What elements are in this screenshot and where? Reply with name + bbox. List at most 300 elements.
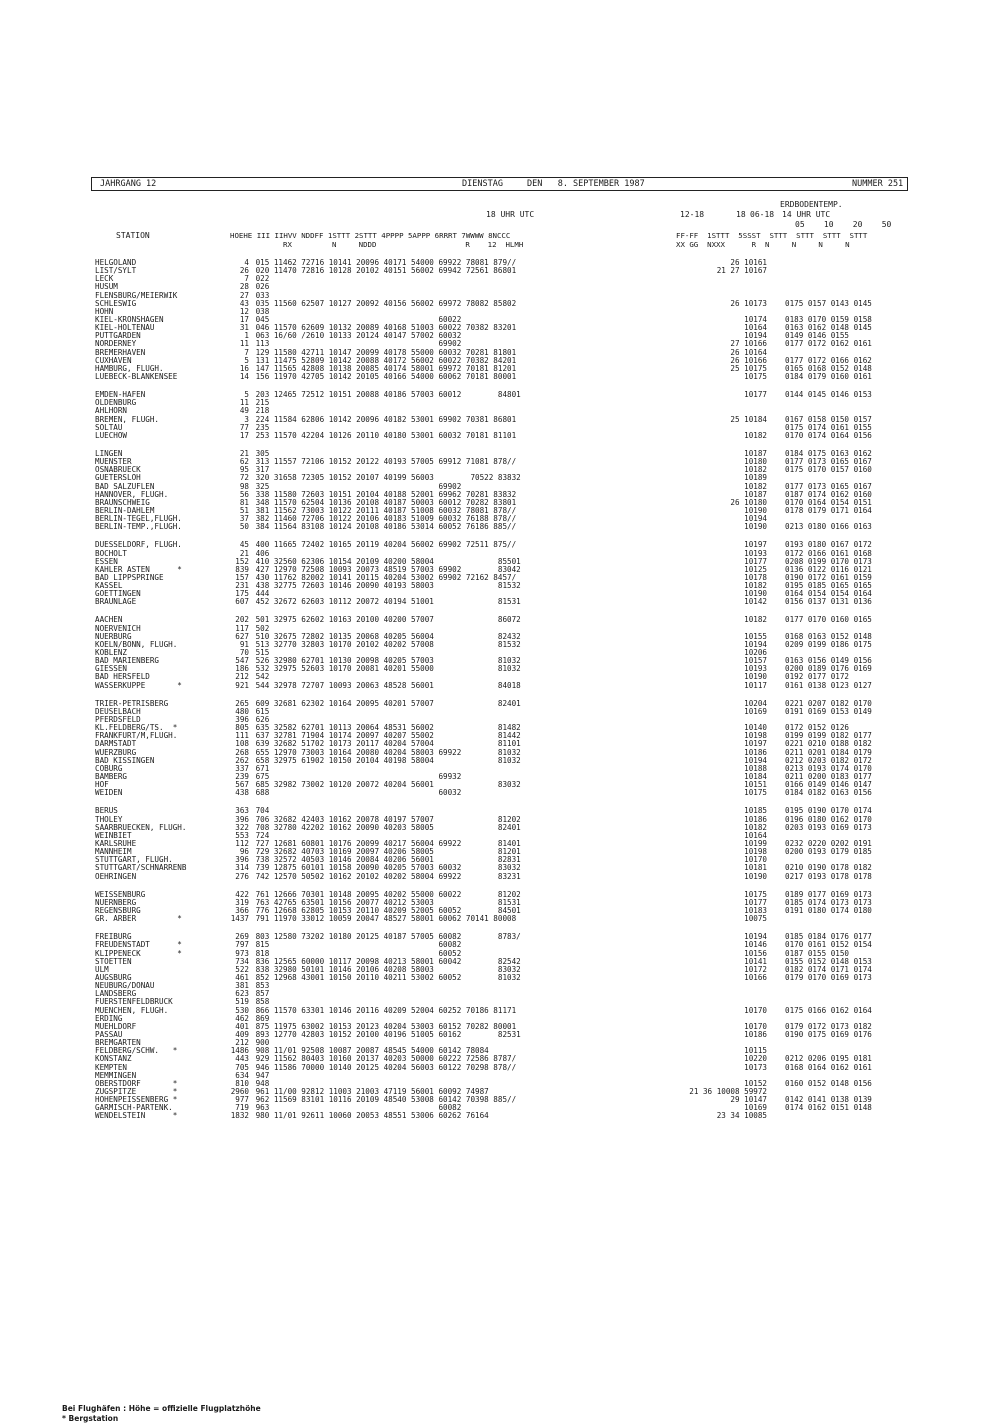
station-row: NOERVENICH 117 502 (95, 623, 270, 633)
station-name: WEIDEN (95, 788, 123, 798)
soil-temps: 0212 0206 0195 0181 (785, 1054, 872, 1064)
soil-temps: 0175 0166 0162 0164 (785, 1005, 872, 1015)
station-row: COBURG 337 671 10188 0213 0193 0174 0170 (95, 763, 872, 773)
station-name: BOCHOLT (95, 548, 128, 558)
station-name: CUXHAVEN (95, 355, 132, 365)
station-row: FLENSBURG/MEIERWIK 27 033 (95, 290, 270, 300)
station-name: ZUGSPITZE * (95, 1086, 178, 1096)
extremes: 10184 (744, 772, 767, 782)
soil-temps: 0200 0189 0176 0169 (785, 664, 872, 674)
station-row: ERDING 462 869 (95, 1013, 270, 1023)
station-name: WASSERKUPPE * (95, 680, 182, 690)
extremes: 10185 (744, 806, 767, 816)
soil-depth-heading: 05 10 20 50 (795, 220, 892, 229)
soil-temps: 0185 0184 0176 0177 (785, 932, 872, 942)
station-name: FELDBERG/SCHW. * (95, 1046, 178, 1056)
soil-temps: 0175 0170 0157 0160 (785, 465, 872, 475)
station-row: DEUSELBACH 480 615 10169 0191 0169 0153 0149 (95, 706, 872, 716)
station-row: KEMPTEN 705 946 11586 70000 10140 20125 40204 56003 60122 70298 878// 10173 0168 0164 0162 0161 (95, 1062, 872, 1072)
station-name: ESSEN (95, 556, 118, 566)
station-name: GR. ARBER * (95, 914, 182, 924)
station-name: KOELN/BONN, FLUGH. (95, 639, 178, 649)
station-name: BRAUNSCHWEIG (95, 497, 150, 507)
station-name: SOLTAU (95, 422, 123, 432)
station-row: NUERNBERG 319 763 42765 63501 10156 20077 40212 53003 81531 10177 0185 0174 0173 0173 (95, 897, 872, 907)
extremes: 10182 (744, 822, 767, 832)
soil-temps: 0168 0163 0152 0148 (785, 631, 872, 641)
station-name: OLDENBURG (95, 398, 137, 408)
soil-temps: 0195 0185 0165 0165 (785, 581, 872, 591)
station-row: PFERDSFELD 396 626 (95, 715, 270, 725)
station-row: AHLHORN 49 218 (95, 406, 270, 416)
soil-temps: 0190 0175 0169 0176 (785, 1029, 872, 1039)
soil-temps: 0213 0193 0174 0170 (785, 763, 872, 773)
range-0618-heading: 06-18 (750, 210, 775, 219)
station-name: LUECHOW (95, 430, 128, 440)
station-row: LINGEN 21 305 10187 0184 0175 0163 0162 (95, 448, 872, 458)
soil-temps: 0212 0203 0182 0172 (785, 755, 872, 765)
extremes: 10172 (744, 964, 767, 974)
soil-temps: 0183 0170 0159 0158 (785, 314, 872, 324)
extremes: 26 10161 (730, 258, 767, 267)
station-row: KOELN/BONN, FLUGH. 91 513 32770 32803 10170 20102 40202 57008 81532 10194 0209 0199 0186 0175 (95, 639, 872, 649)
extremes: 10204 (744, 698, 767, 708)
station-name: PFERDSFELD (95, 715, 141, 725)
station-name: OSNABRUECK (95, 465, 141, 475)
station-row: BAD MARIENBERG 547 526 32980 62701 10130 20098 40205 57003 81032 10157 0163 0156 0149 0156 (95, 656, 872, 666)
station-row: PUTTGARDEN 1 063 16/60 /2610 10133 20124 40147 57002 60032 10194 0149 0146 0155 (95, 331, 850, 341)
station-name: KEMPTEN (95, 1062, 128, 1072)
soil-temps: 0174 0162 0151 0148 (785, 1103, 872, 1113)
station-row: TRIER-PETRISBERG 265 609 32681 62302 10164 20095 40201 57007 82401 10204 0221 0207 0182 0170 (95, 698, 872, 708)
station-row: WEISSENBURG 422 761 12666 70301 10148 20095 40202 55000 60022 81202 10175 0189 0177 0169 0173 (95, 889, 872, 899)
station-name: NORDERNEY (95, 339, 137, 349)
station-name: KONSTANZ (95, 1054, 132, 1064)
station-name: FRANKFURT/M,FLUGH. (95, 731, 178, 741)
extremes: 10182 (744, 581, 767, 591)
station-row: KARLSRUHE 112 727 12681 60801 10176 20099 40217 56004 69922 81401 10199 0232 0220 0202 0191 (95, 839, 872, 848)
station-name: PUTTGARDEN (95, 331, 141, 341)
extremes: 10193 (744, 548, 767, 558)
soil-temps: 0177 0173 0165 0167 (785, 457, 872, 467)
extremes: 10173 (744, 1062, 767, 1072)
station-row: MUENCHEN, FLUGH. 530 866 11570 63301 10146 20116 40209 52004 60252 70186 81171 10170 0175 0166 0162 0164 (95, 1005, 872, 1015)
soil-temps: 0149 0146 0155 (785, 331, 850, 341)
soil-temps: 0178 0179 0171 0164 (785, 505, 872, 515)
extremes: 10115 (744, 1046, 767, 1056)
station-name: GUETERSLOH (95, 473, 141, 483)
extremes: 10177 (744, 897, 767, 907)
station-row: BREMERHAVEN 7 129 11580 42711 10147 20099 40178 55000 60032 70281 81801 26 10164 (95, 347, 767, 357)
extremes: 10198 (744, 731, 767, 741)
station-name: BERUS (95, 806, 118, 816)
footnote-mountain: * Bergstation (62, 1414, 119, 1423)
station-row: FRANKFURT/M,FLUGH. 111 637 32781 71904 10174 20097 40207 55002 81442 10198 0199 0199 0182 0177 (95, 731, 872, 741)
station-row: MEMMINGEN 634 947 (95, 1070, 270, 1080)
station-name: THOLEY (95, 814, 123, 824)
station-name: PASSAU (95, 1029, 123, 1039)
station-name: OBERSTDORF * (95, 1078, 178, 1088)
soil-temps: 0208 0199 0170 0173 (785, 556, 872, 566)
station-name: HUSUM (95, 282, 118, 292)
soil-temps: 0160 0152 0148 0156 (785, 1078, 872, 1088)
station-name: KAHLER ASTEN * (95, 564, 182, 574)
station-row: BAD SALZUFLEN 98 325 69902 10182 0177 0173 0165 0167 (95, 481, 872, 491)
soil-temps: 0175 0174 0161 0155 (785, 422, 872, 432)
station-name: BREMGARTEN (95, 1038, 141, 1048)
station-name: TRIER-PETRISBERG (95, 698, 169, 708)
report-header-bar (91, 177, 908, 191)
extremes: 10193 (744, 664, 767, 674)
extremes: 10199 (744, 839, 767, 848)
extremes: 10175 (744, 889, 767, 899)
station-name: REGENSBURG (95, 905, 141, 915)
station-row: REGENSBURG 366 776 12668 62805 10153 20110 40209 52005 60052 84501 10183 0191 0180 0174 0180 (95, 905, 872, 915)
station-name: NUERNBERG (95, 897, 137, 907)
station-name: SAARBRUECKEN, FLUGH. (95, 822, 187, 832)
station-row: LANDSBERG 623 857 (95, 989, 270, 999)
extremes: 26 10166 (730, 355, 767, 365)
station-row: BRAUNLAGE 607 452 32672 62603 10112 20072 40194 51001 81531 10142 0156 0137 0131 0136 (95, 597, 872, 607)
station-name: STUTTGART, FLUGH. (95, 855, 173, 865)
extremes: 10142 (744, 597, 767, 607)
extremes: 10186 (744, 1029, 767, 1039)
station-row: HOHN 12 038 (95, 306, 270, 316)
extremes: 10182 (744, 481, 767, 491)
station-name: NOERVENICH (95, 623, 141, 633)
extremes: 10187 (744, 448, 767, 458)
extremes: 10164 (744, 323, 767, 333)
station-row: THOLEY 396 706 32682 42403 10162 20078 40197 57007 81202 10186 0196 0180 0162 0170 (95, 814, 872, 824)
station-row: WEIDEN 438 688 60032 10175 0184 0182 0163 0156 (95, 788, 872, 798)
station-name: WEISSENBURG (95, 889, 146, 899)
station-row: KAHLER ASTEN * 839 427 12970 72508 10093 20073 48519 57003 69902 83042 10125 0136 0122 0116 0121 (95, 564, 872, 574)
station-name: KOBLENZ (95, 648, 128, 658)
station-row: MUENSTER 62 313 11557 72106 10152 20122 40193 57005 69912 71081 878// 10180 0177 0173 0165 0167 (95, 457, 872, 467)
station-name: FREUDENSTADT * (95, 940, 182, 950)
station-name: LINGEN (95, 448, 123, 458)
soil-temps: 0210 0190 0178 0182 (785, 863, 872, 873)
station-row: KONSTANZ 443 929 11562 80403 10160 20137 40203 50000 60222 72586 8787/ 10220 0212 0206 0195 0181 (95, 1054, 872, 1064)
obs-time-heading: 18 UHR UTC (486, 210, 535, 219)
station-row: ZUGSPITZE * 2960 961 11/00 92812 11003 21003 47119 56001 60092 74987 21 36 10008 59972 (95, 1086, 767, 1096)
soil-temps: 0167 0158 0150 0157 (785, 414, 872, 424)
station-row: MUEHLDORF 401 875 11975 63002 10153 20123 40204 53003 60152 70282 80001 10170 0179 0172 0173 0182 (95, 1021, 872, 1031)
extremes: 26 10173 (730, 298, 767, 308)
station-name: BERLIN-TEMP.,FLUGH. (95, 522, 182, 532)
extremes: 10190 (744, 589, 767, 599)
extremes: 10151 (744, 780, 767, 790)
station-row: BERLIN-DAHLEM 51 381 11562 73003 10122 20111 40187 51008 60032 78081 878// 10190 0178 0179 0171 0164 (95, 505, 872, 515)
station-name: AHLHORN (95, 406, 128, 416)
station-name: FUERSTENFELDBRUCK (95, 997, 173, 1007)
extremes: 10164 (744, 830, 767, 840)
soil-temps: 0184 0175 0163 0162 (785, 448, 872, 458)
extremes: 10188 (744, 763, 767, 773)
station-name: BAMBERG (95, 772, 128, 782)
extremes: 10140 (744, 723, 767, 733)
station-row: LECK 7 022 (95, 274, 270, 284)
station-name: LANDSBERG (95, 989, 137, 999)
station-row: GARMISCH-PARTENK. 719 963 60082 10169 0174 0162 0151 0148 (95, 1103, 872, 1113)
soil-temps: 0179 0172 0173 0182 (785, 1021, 872, 1031)
soil-temps: 0177 0170 0160 0165 (785, 615, 872, 625)
soil-temps: 0172 0152 0126 (785, 723, 850, 733)
station-row: MANNHEIM 96 729 32682 40703 10169 20097 40206 58005 81201 10198 0200 0193 0179 0185 (95, 847, 872, 857)
station-row: GUETERSLOH 72 320 31658 72305 10152 20107 40199 56003 70522 83832 10189 (95, 473, 767, 483)
extremes: 10177 (744, 390, 767, 400)
station-row: GOETTINGEN 175 444 10190 0164 0154 0154 0164 (95, 589, 872, 599)
station-row: KIEL-KRONSHAGEN 17 045 60022 10174 0183 0170 0159 0158 (95, 314, 872, 324)
soil-temps: 0166 0149 0146 0147 (785, 780, 872, 790)
extremes: 10157 (744, 656, 767, 666)
station-row: OEHRINGEN 276 742 12570 50502 10162 20102 40202 58004 69922 83231 10190 0217 0193 0178 0178 (95, 871, 872, 881)
soil-temps: 0164 0154 0154 0164 (785, 589, 872, 599)
issue-number: NUMMER 251 (852, 179, 904, 189)
soil-temps: 0199 0199 0182 0177 (785, 731, 872, 741)
extremes: 10194 (744, 514, 767, 524)
station-row: SCHLESWIG 43 035 11560 62507 10127 20092 40156 56002 69972 78082 85802 26 10173 0175 0157 0143 0145 (95, 298, 872, 308)
code-heading-3: FF-FF 1STTT 5SSST STTT STTT STTT STTT (676, 231, 868, 240)
station-row: HOHENPEISSENBERG * 977 962 11569 83101 10116 20109 48540 53008 60142 70398 885// 29 10147 0142 0141 0138 0139 (95, 1095, 872, 1105)
station-name: AACHEN (95, 615, 123, 625)
station-name: BAD KISSINGEN (95, 755, 155, 765)
station-name: BRAUNLAGE (95, 597, 137, 607)
station-row: STOETTEN 734 836 12565 60000 10117 20098 40213 58001 60042 82542 10141 0155 0152 0148 0153 (95, 956, 872, 966)
station-row: KASSEL 231 438 32775 72603 10146 20090 40193 58003 81532 10182 0195 0185 0165 0165 (95, 581, 872, 591)
station-row: WUERZBURG 268 655 12970 73003 10164 20080 40204 58003 69922 81032 10186 0211 0201 0184 0179 (95, 747, 872, 757)
soil-temps: 0170 0174 0164 0156 (785, 430, 872, 440)
station-row: KOBLENZ 70 515 10206 (95, 648, 767, 658)
station-row: STUTTGART, FLUGH. 396 738 32572 40503 10146 20084 40206 56001 82831 10170 (95, 855, 767, 865)
station-row: BREMEN, FLUGH. 3 224 11584 62806 10142 20096 40182 53001 69902 70381 86801 25 10184 0167 0158 0150 0157 (95, 414, 872, 424)
extremes: 10125 (744, 564, 767, 574)
extremes: 10181 (744, 863, 767, 873)
soil-temps: 0184 0182 0163 0156 (785, 788, 872, 798)
soil-temps: 0155 0152 0148 0153 (785, 956, 872, 966)
station-name: HELGOLAND (95, 258, 137, 267)
station-row: LUECHOW 17 253 11570 42204 10126 20110 40180 53001 60032 70181 81101 10182 0170 0174 0164 0156 (95, 430, 872, 440)
soil-temps: 0187 0174 0162 0160 (785, 489, 872, 499)
station-name: HAMBURG, FLUGH. (95, 363, 164, 373)
code-heading-4: XX GG NXXX R N N N N (676, 240, 850, 249)
station-name: WUERZBURG (95, 747, 137, 757)
station-name: SCHLESWIG (95, 298, 137, 308)
extremes: 10190 (744, 672, 767, 682)
soil-temps: 0184 0179 0160 0161 (785, 371, 872, 381)
station-name: MUENCHEN, FLUGH. (95, 1005, 169, 1015)
soil-temps: 0190 0172 0161 0159 (785, 572, 872, 582)
extremes: 23 34 10085 (716, 1111, 767, 1121)
station-name: DEUSELBACH (95, 706, 141, 716)
station-name: WEINBIET (95, 830, 132, 840)
station-row: AACHEN 202 501 32975 62602 10163 20100 40200 57007 86072 10182 0177 0170 0160 0165 (95, 615, 872, 625)
station-row: STUTTGART/SCHNARRENB 314 739 12875 60101 10158 20090 40205 57003 60032 83032 10181 0210 0190 0178 0182 (95, 863, 872, 873)
station-name: KLIPPENECK * (95, 948, 182, 958)
station-row: NORDERNEY 11 113 69902 27 10166 0177 0172 0162 0161 (95, 339, 872, 349)
station-name: FLENSBURG/MEIERWIK (95, 290, 178, 300)
extremes: 29 10147 (730, 1095, 767, 1105)
extremes: 10146 (744, 940, 767, 950)
station-name: MEMMINGEN (95, 1070, 137, 1080)
extremes: 27 10166 (730, 339, 767, 349)
station-name: HOF (95, 780, 109, 790)
soil-temps: 0170 0161 0152 0154 (785, 940, 872, 950)
station-name: EMDEN-HAFEN (95, 390, 146, 400)
station-name: LECK (95, 274, 114, 284)
extremes: 10177 (744, 556, 767, 566)
soil-temps: 0142 0141 0138 0139 (785, 1095, 872, 1105)
station-row: HELGOLAND 4 015 11462 72716 10141 20096 40171 54000 69922 78081 879// 26 10161 (95, 258, 767, 267)
extremes: 10152 (744, 1078, 767, 1088)
station-heading: STATION (116, 231, 150, 240)
station-row: NUERBURG 627 510 32675 72802 10135 20068 40205 56004 82432 10155 0168 0163 0152 0148 (95, 631, 872, 641)
extremes: 10182 (744, 430, 767, 440)
station-row: KLIPPENECK * 973 818 60052 10156 0187 0155 0150 (95, 948, 850, 958)
station-name: NEUBURG/DONAU (95, 981, 155, 991)
volume-label: JAHRGANG 12 (100, 179, 157, 189)
extremes: 10220 (744, 1054, 767, 1064)
station-name: WENDELSTEIN * (95, 1111, 178, 1121)
extremes: 10170 (744, 1005, 767, 1015)
soil-temps: 0221 0210 0188 0182 (785, 739, 872, 749)
station-name: DUESSELDORF, FLUGH. (95, 540, 182, 550)
extremes: 10169 (744, 1103, 767, 1113)
soil-temps: 0203 0193 0169 0173 (785, 822, 872, 832)
soil-temps: 0177 0173 0165 0167 (785, 481, 872, 491)
station-row: OSNABRUECK 95 317 10182 0175 0170 0157 0160 (95, 465, 872, 475)
station-row: KIEL-HOLTENAU 31 046 11570 62609 10132 20089 40168 51003 60022 70382 83201 10164 0163 0162 0148 0145 (95, 323, 872, 333)
soil-temps: 0193 0180 0167 0172 (785, 540, 872, 550)
soil-temps: 0196 0180 0162 0170 (785, 814, 872, 824)
extremes: 10190 (744, 871, 767, 881)
station-name: KIEL-KRONSHAGEN (95, 314, 164, 324)
station-row: BAD HERSFELD 212 542 10190 0192 0177 0172 (95, 672, 850, 682)
extremes: 10155 (744, 631, 767, 641)
soil-temps: 0163 0156 0149 0156 (785, 656, 872, 666)
station-row: HAMBURG, FLUGH. 16 147 11565 42808 10138 20085 40174 58001 69972 70181 81201 25 10175 0165 0168 0152 0148 (95, 363, 872, 373)
extremes: 10183 (744, 905, 767, 915)
extremes: 21 36 10008 59972 (689, 1086, 767, 1096)
station-row: DUESSELDORF, FLUGH. 45 400 11665 72402 10165 20119 40204 56002 69902 72511 875// 10197 0193 0180 0167 0172 (95, 540, 872, 550)
station-name: BAD HERSFELD (95, 672, 150, 682)
station-row: OBERSTDORF * 810 948 10152 0160 0152 0148 0156 (95, 1078, 872, 1088)
station-name: OEHRINGEN (95, 871, 137, 881)
station-row: BERLIN-TEGEL,FLUGH. 37 382 11460 72706 10122 20106 40183 51009 60032 76188 878// 10194 (95, 514, 767, 524)
extremes: 10175 (744, 788, 767, 798)
extremes: 25 10184 (730, 414, 767, 424)
station-name: BERLIN-DAHLEM (95, 505, 155, 515)
extremes: 10186 (744, 747, 767, 757)
soil-temps: 0209 0199 0186 0175 (785, 639, 872, 649)
station-name: BERLIN-TEGEL,FLUGH. (95, 514, 182, 524)
footnote-airport: Bei Flughäfen : Höhe = offizielle Flugplatzhöhe (62, 1404, 261, 1413)
soil-temps: 0213 0180 0166 0163 (785, 522, 872, 532)
station-row: FREUDENSTADT * 797 815 60082 10146 0170 0161 0152 0154 (95, 940, 872, 950)
station-row: GIESSEN 186 532 32975 52603 10170 20081 40201 55000 81032 10193 0200 0189 0176 0169 (95, 664, 872, 674)
station-row: BREMGARTEN 212 900 (95, 1038, 270, 1048)
soil-temps: 0211 0200 0183 0177 (785, 772, 872, 782)
station-row: LUEBECK-BLANKENSEE 14 156 11970 42705 10142 20105 40166 54000 60062 70181 80001 10175 0184 0179 0160 0161 (95, 371, 872, 381)
date-label: DEN 8. SEPTEMBER 1987 (527, 179, 645, 189)
station-row: BOCHOLT 21 406 10193 0172 0166 0161 0168 (95, 548, 872, 558)
station-row: PASSAU 409 893 12770 42803 10152 20100 40196 51005 60162 82531 10186 0190 0175 0169 0176 (95, 1029, 872, 1039)
extremes: 10194 (744, 331, 767, 341)
station-name: GOETTINGEN (95, 589, 141, 599)
soil-temps: 0191 0169 0153 0149 (785, 706, 872, 716)
extremes: 10174 (744, 314, 767, 324)
soil-temps: 0221 0207 0182 0170 (785, 698, 872, 708)
soil-temps: 0182 0174 0171 0174 (785, 964, 872, 974)
soil-temps: 0192 0177 0172 (785, 672, 850, 682)
station-name: STOETTEN (95, 956, 132, 966)
soil-temps: 0195 0190 0170 0174 (785, 806, 872, 816)
station-row: SAARBRUECKEN, FLUGH. 322 708 32780 42202 10162 20090 40203 58005 82401 10182 0203 0193 0169 0173 (95, 822, 872, 832)
station-name: HOHN (95, 306, 114, 316)
extremes: 10190 (744, 522, 767, 532)
soil-temps: 0232 0220 0202 0191 (785, 839, 872, 848)
station-row: WASSERKUPPE * 921 544 32978 72707 10093 20063 48528 56001 84018 10117 0161 0138 0123 0127 (95, 680, 872, 690)
station-row: FELDBERG/SCHW. * 1486 908 11/01 92508 10087 20087 48545 54000 60142 78084 10115 (95, 1046, 767, 1056)
extremes: 10187 (744, 489, 767, 499)
station-name: HANNOVER, FLUGH. (95, 489, 169, 499)
station-name: MUENSTER (95, 457, 132, 467)
soil-temps: 0136 0122 0116 0121 (785, 564, 872, 574)
soil-temps: 0163 0162 0148 0145 (785, 323, 872, 333)
station-row: BAD LIPPSPRINGE 157 430 11762 82002 10141 20115 40204 53002 69902 72162 8457/ 10178 0190 0172 0161 0159 (95, 572, 872, 582)
station-name: ERDING (95, 1013, 123, 1023)
station-row: OLDENBURG 11 215 (95, 398, 270, 408)
extremes: 10194 (744, 932, 767, 942)
station-row: BERLIN-TEMP.,FLUGH. 50 384 11564 83108 10124 20108 40186 53014 60052 76186 885// 10190 0213 0180 0166 0163 (95, 522, 872, 532)
station-row: HOF 567 685 32982 73002 10120 20072 40204 56001 83032 10151 0166 0149 0146 0147 (95, 780, 872, 790)
soil-temps: 0191 0180 0174 0180 (785, 905, 872, 915)
station-row: SOLTAU 77 235 0175 0174 0161 0155 (95, 422, 872, 432)
soil-time-heading: 14 UHR UTC (782, 210, 831, 219)
station-row: HANNOVER, FLUGH. 56 338 11580 72603 10151 20104 40188 52001 69962 70281 83832 10187 0187 0174 0162 0160 (95, 489, 872, 499)
station-name: GIESSEN (95, 664, 128, 674)
station-name: BAD SALZUFLEN (95, 481, 155, 491)
extremes: 10198 (744, 847, 767, 857)
station-name: DARMSTADT (95, 739, 137, 749)
station-name: BREMERHAVEN (95, 347, 146, 357)
soil-temps: 0185 0174 0173 0173 (785, 897, 872, 907)
extremes: 10197 (744, 540, 767, 550)
station-name: LUEBECK-BLANKENSEE (95, 371, 178, 381)
station-row: WENDELSTEIN * 1832 980 11/01 92611 10060 20053 48551 53006 60262 76164 23 34 10085 (95, 1111, 767, 1121)
extremes: 10178 (744, 572, 767, 582)
station-name: STUTTGART/SCHNARRENB (95, 863, 187, 873)
extremes: 25 10175 (730, 363, 767, 373)
station-row: LIST/SYLT 26 020 11470 72816 10128 20102 40151 56002 69942 72561 86801 21 27 10167 (95, 266, 767, 276)
soil-temps: 0175 0157 0143 0145 (785, 298, 872, 308)
station-name: LIST/SYLT (95, 266, 137, 276)
extremes: 10180 (744, 457, 767, 467)
soil-temps: 0144 0145 0146 0153 (785, 390, 872, 400)
soil-temps: 0211 0201 0184 0179 (785, 747, 872, 757)
station-row: BAD KISSINGEN 262 658 32975 61902 10150 20104 40198 58004 81032 10194 0212 0203 0182 0172 (95, 755, 872, 765)
soil-temps: 0177 0172 0162 0161 (785, 339, 872, 349)
soil-temps: 0172 0166 0161 0168 (785, 548, 872, 558)
station-name: KIEL-HOLTENAU (95, 323, 155, 333)
soil-temps: 0177 0172 0166 0162 (785, 355, 872, 365)
station-name: KASSEL (95, 581, 123, 591)
soil-temps: 0170 0164 0154 0151 (785, 497, 872, 507)
soil-temp-heading: ERDBODENTEMP. (780, 200, 843, 209)
range-18-heading: 18 (736, 210, 746, 219)
extremes: 10186 (744, 814, 767, 824)
station-name: BAD LIPPSPRINGE (95, 572, 164, 582)
